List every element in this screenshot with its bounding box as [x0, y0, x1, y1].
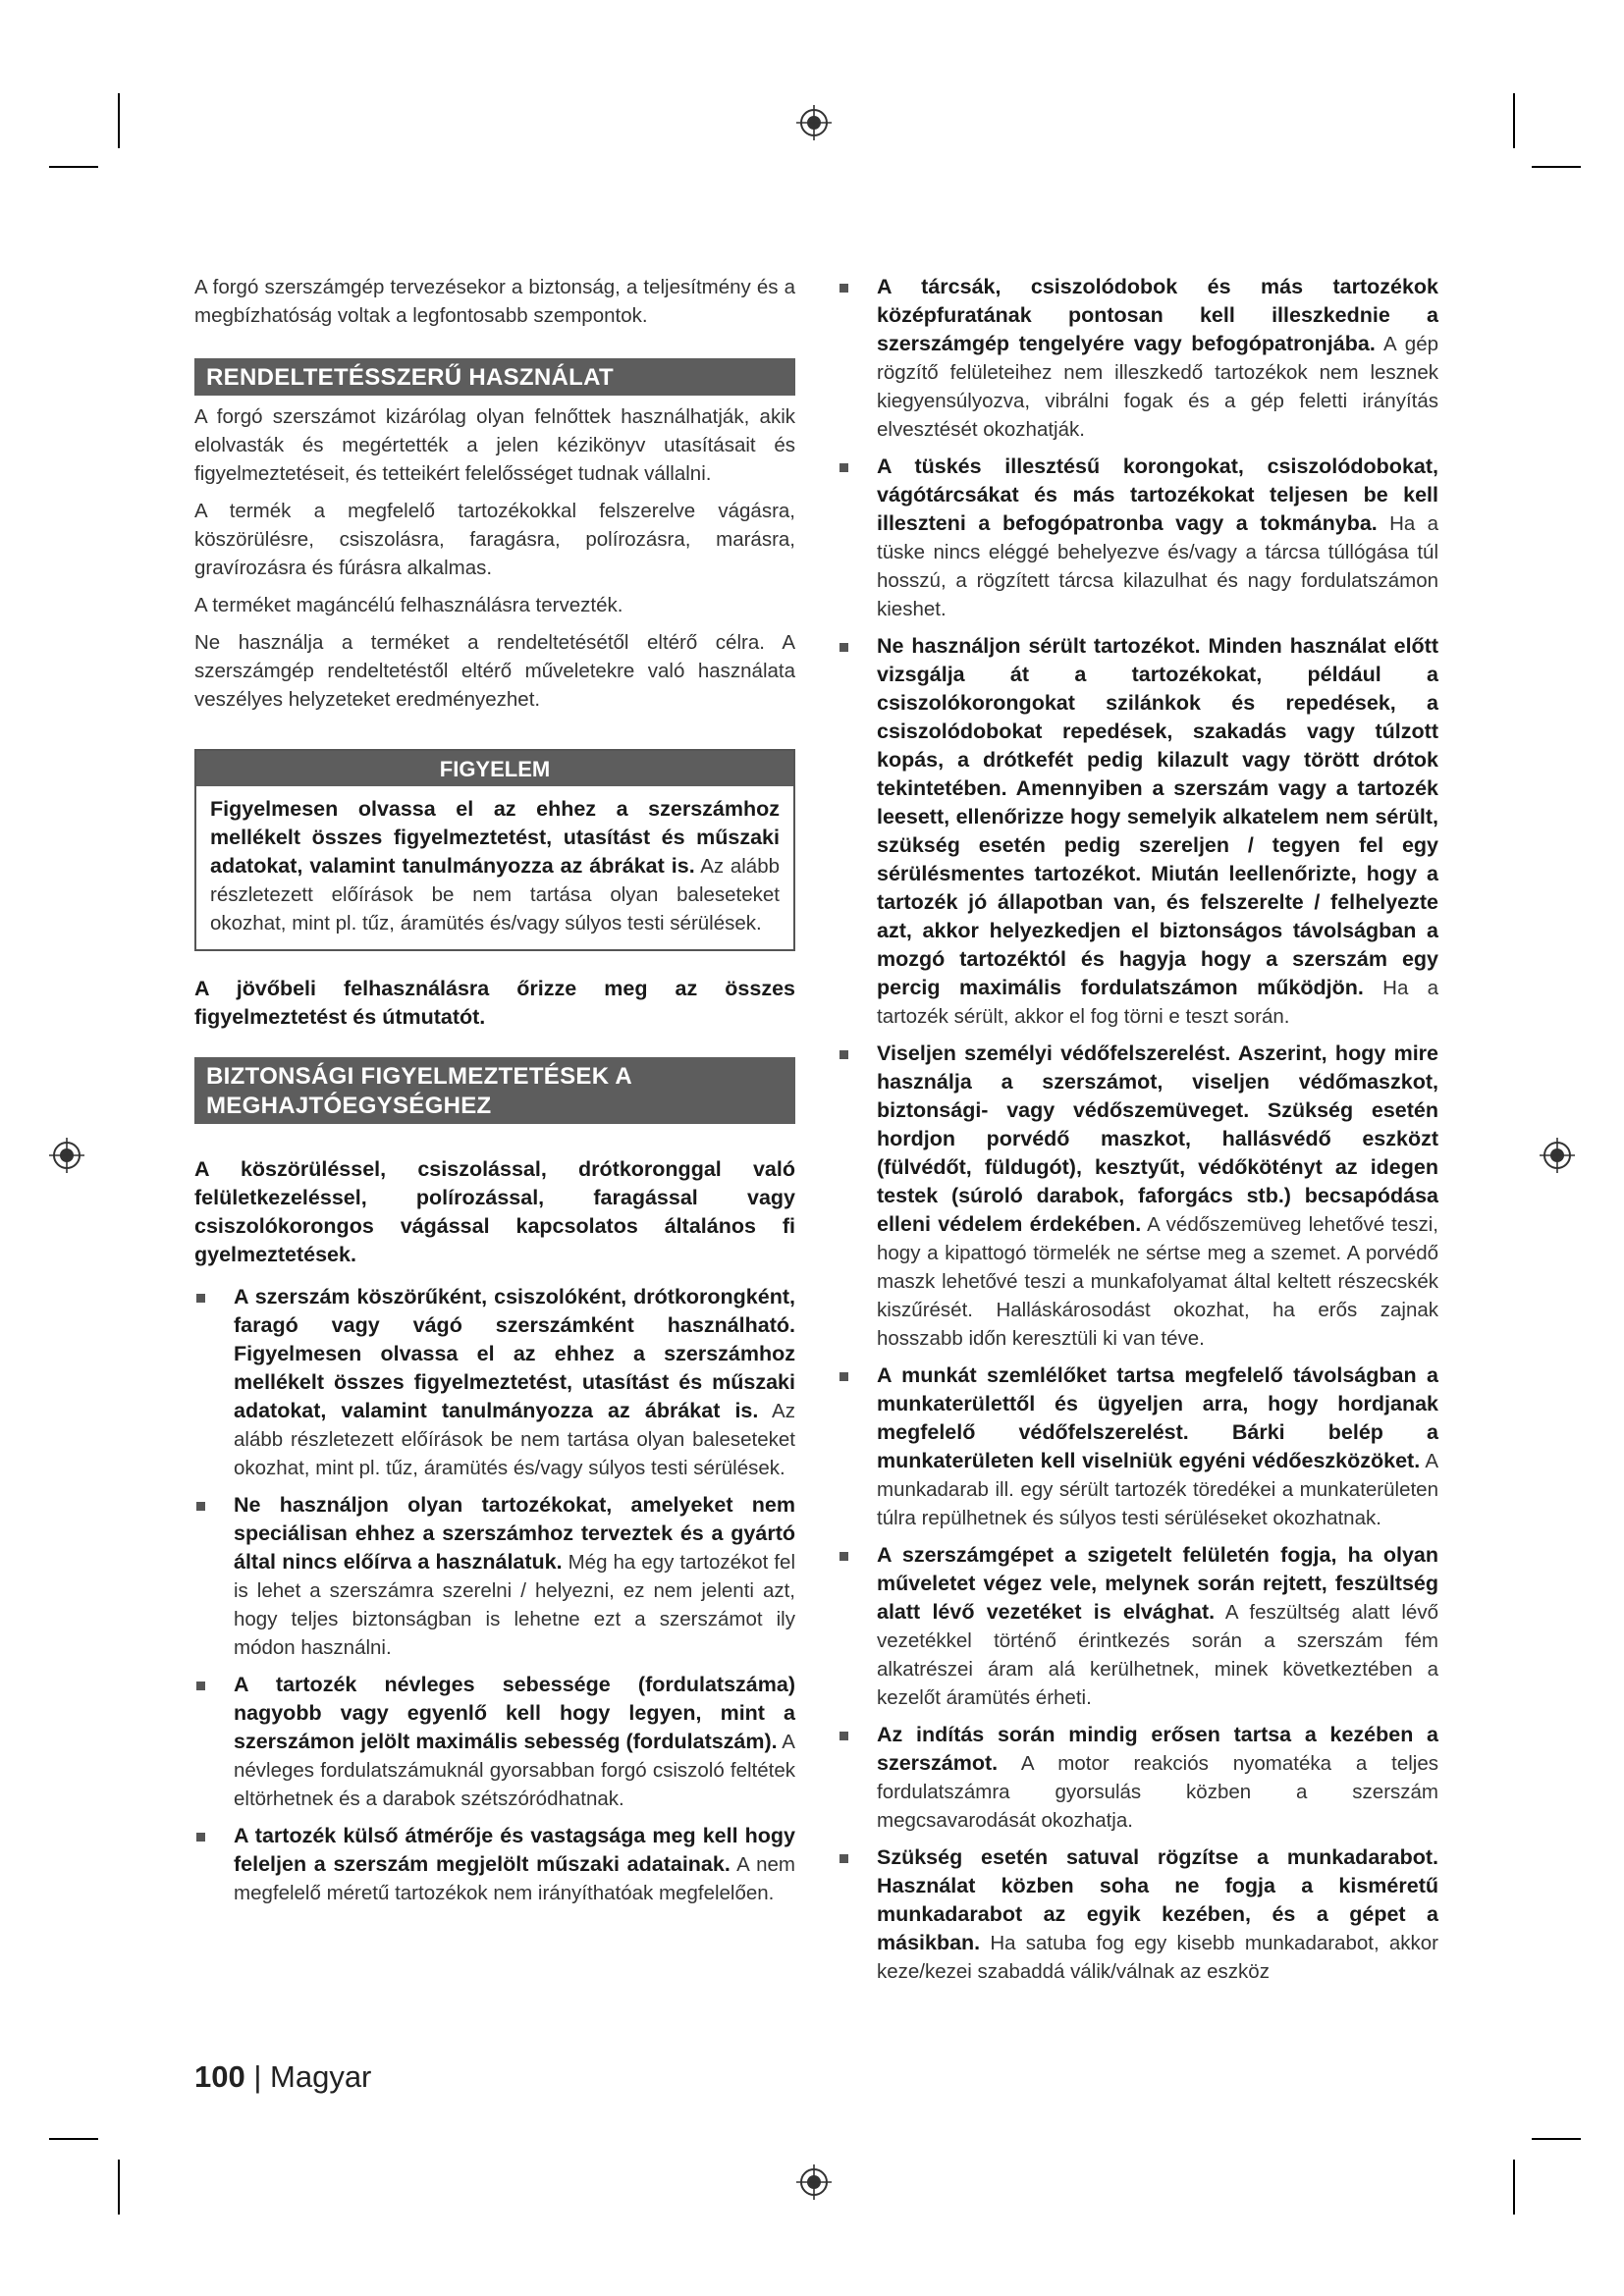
list-item-bold: Az indítás során mindig erősen tartsa a kezében a szerszámot. — [877, 1723, 1438, 1775]
general-warnings-intro: A köszörüléssel, csiszolással, drótkoronggal való felületkezeléssel, polírozással, faragással vagy csiszolókorongos vágással kapcsolatos általános fi gyelmeztetések. — [194, 1157, 795, 1266]
keep-instructions-notice: A jövőbeli felhasználásra őrizze meg az összes figyelmeztetést és útmutatót. — [194, 977, 795, 1029]
list-item-bold: A tárcsák, csiszolódobok és más tartozékok középfuratának pontosan kell illeszkednie a szerszámgép tengelyére vagy befogópatronjába. — [877, 275, 1438, 355]
warning-title: FIGYELEM — [196, 751, 793, 786]
list-item-bold: A szerszámgépet a szigetelt felületén fogja, ha olyan műveletet végez vele, melynek során rejtett, feszültség alatt lévő vezetéket is elvághat. — [877, 1543, 1438, 1624]
list-item-text: Az alább részletezett előírások be nem tartása olyan baleseteket okozhat, mint pl. tűz, áramütés és/vagy súlyos testi sérülések. — [234, 1400, 795, 1479]
list-item — [838, 1721, 1438, 1835]
warning-text: Az alább részletezett előírások be nem tartása olyan baleseteket okozhat, mint pl. tűz, áramütés és/vagy súlyos testi sérülések. — [210, 855, 781, 934]
bullet-icon — [839, 1372, 848, 1381]
intro-text: A forgó szerszámgép tervezésekor a biztonság, a teljesítmény és a megbízhatóság voltak a legfontosabb szempontok. — [194, 276, 795, 327]
list-item-text: A névleges fordulatszámuknál gyorsabban forgó csiszoló feltétek eltörhetnek és a darabok szétszóródhatnak. — [234, 1731, 795, 1810]
left-column — [194, 273, 795, 1916]
crop-mark — [1532, 166, 1581, 168]
page-footer — [194, 2059, 371, 2095]
paragraph: A terméket magáncélú felhasználásra tervezték. — [194, 594, 623, 616]
list-item-text: A gép rögzítő felületeihez nem illeszkedő tartozékok nem lesznek kiegyensúlyozva, vibrálni fogak és a gép feletti irányítás elvesztését okozhatják. — [877, 333, 1438, 441]
list-item — [194, 1283, 795, 1482]
list-item — [838, 1541, 1438, 1712]
list-item-bold: A szerszám köszörűként, csiszolóként, drótkorongként, faragó vagy vágó szerszámként használható. Figyelmesen olvassa el az ehhez a szerszámhoz mellékelt összes figyelmeztetést, utasítást és műszaki adatokat, valamint tanulmányozza az ábrákat is. — [234, 1285, 795, 1422]
list-item-bold: A munkát szemlélőket tartsa megfelelő távolságban a munkaterülettől és ügyeljen arra, hogy hordjanak megfelelő védőfelszerelést. Bárki belép a munkaterületen kell viselniük egyéni védőeszközöket. — [877, 1363, 1438, 1472]
list-item-text: A munkadarab ill. egy sérült tartozék töredékei a munkaterületen túlra repülhetnek és súlyos testi sérüléseket okozhatnak. — [877, 1450, 1438, 1529]
bullet-icon — [839, 1552, 848, 1561]
paragraph: A forgó szerszámot kizárólag olyan felnőttek használhatják, akik elolvasták és megértették a jelen kézikönyv utasításait és figyelmeztetéseit, és tetteikért felelősséget tudnak vállalni. — [194, 405, 795, 485]
list-item-text: A feszültség alatt lévő vezetékkel történő érintkezés során a szerszám fém alkatrészei áram alá kerülhetnek, minek következtében a kezelőt áramütés érheti. — [877, 1601, 1438, 1709]
list-item-text: Ha a tartozék sérült, akkor el fog törni e teszt során. — [877, 977, 1438, 1028]
bullet-icon — [196, 1502, 205, 1511]
paragraph: A termék a megfelelő tartozékokkal felszerelve vágásra, köszörülésre, csiszolásra, faragásra, polírozásra, marásra, gravírozásra és fúrásra alkalmas. — [194, 500, 795, 579]
crop-mark — [49, 2138, 98, 2140]
warning-box — [194, 749, 795, 951]
list-item-bold: A tartozék külső átmérője és vastagsága meg kell hogy feleljen a szerszám megjelölt műszaki adatainak. — [234, 1824, 795, 1876]
crop-mark — [1513, 2160, 1515, 2215]
registration-mark-icon — [794, 103, 834, 142]
list-item-bold: Szükség esetén satuval rögzítse a munkadarabot. Használat közben soha ne fogja a kisméretű munkadarabot az egyik kezében, és a gépet a másikban. — [877, 1845, 1438, 1954]
list-item-bold: Ne használjon sérült tartozékot. Minden használat előtt vizsgálja át a tartozékokat, például a csiszolókorongokat szilánkok és repedések, a csiszolódobokat repedések, szakadás vagy túlzott kopás, a drótkefét pedig kilazult vagy törött drótok tekintetében. Amennyiben a szerszám vagy a tartozék leesett, ellenőrizze hogy semelyik alkatelem nem sérült, szükség esetén pedig szereljen / tegyen fel egy sérülésmentes tartozékot. Miután leellenőrizte, hogy a tartozék jó állapotban van, és felszerelte / felhelyezte azt, akkor helyezkedjen el biztonságos távolságban a mozgó tartozéktól és hagyja hogy a szerszám egy percig maximális fordulatszámon működjön. — [877, 634, 1438, 999]
list-item-text: Még ha egy tartozékot fel is lehet a szerszámra szerelni / helyezni, ez nem jelenti azt, hogy teljes biztonságban is lehetne ezt a szerszámot ily módon használni. — [234, 1551, 795, 1659]
footer-separator: | — [244, 2059, 271, 2094]
list-item — [194, 1491, 795, 1662]
list-item — [838, 1362, 1438, 1532]
list-item — [194, 1822, 795, 1907]
list-item-text: A védőszemüveg lehetővé teszi, hogy a kipattogó törmelék ne sértse meg a szemet. A porvédő maszk lehetővé teszi a munkafolyamat által keltett részecskék kiszűrését. Halláskárosodást okozhat, ha erős zajnak hosszabb időn keresztüli ki van téve. — [877, 1213, 1438, 1350]
registration-mark-icon — [1538, 1136, 1577, 1175]
list-item — [838, 273, 1438, 444]
list-item — [838, 1040, 1438, 1353]
crop-mark — [1532, 2138, 1581, 2140]
crop-mark — [118, 2160, 120, 2215]
page-number: 100 — [194, 2059, 245, 2094]
list-item-text: A motor reakciós nyomatéka a teljes fordulatszámra gyorsulás közben a szerszám megcsavarodását okozhatja. — [877, 1752, 1438, 1832]
bullet-icon — [196, 1833, 205, 1842]
list-item-bold: Viseljen személyi védőfelszerelést. Aszerint, hogy mire használja a szerszámot, viseljen védőmaszkot, biztonsági- vagy védőszemüveget. Szükség esetén hordjon porvédő maszkot, hallásvédő eszközt (fülvédőt, füldugót), kesztyűt, védőkötényt az idegen testek (súroló darabok, faforgács stb.) becsapódása elleni védelem érdekében. — [877, 1041, 1438, 1236]
paragraph: Ne használja a terméket a rendeltetésétől eltérő célra. A szerszámgép rendeltetéstől eltérő műveletekre való használata veszélyes helyzeteket eredményezhet. — [194, 631, 795, 711]
bullet-icon — [196, 1682, 205, 1690]
bullet-icon — [196, 1294, 205, 1303]
crop-mark — [49, 166, 98, 168]
list-item-bold: A tartozék névleges sebessége (fordulatszáma) nagyobb vagy egyenlő kell hogy legyen, mint a szerszámon jelölt maximális sebesség (fordulatszám). — [234, 1673, 795, 1753]
list-item-text: Ha a tüske nincs eléggé behelyezve és/vagy a tárcsa túllógása túl hosszú, a rögzített tárcsa kilazulhat és nagy fordulatszámon kieshet. — [877, 512, 1438, 620]
bullet-icon — [839, 643, 848, 652]
list-item-text: A nem megfelelő méretű tartozékok nem irányíthatóak megfelelően. — [234, 1853, 795, 1904]
list-item-bold: A tüskés illesztésű korongokat, csiszolódobokat, vágótárcsákat és más tartozékokat teljesen be kell illeszteni a befogópatronba vagy a tokmányba. — [877, 454, 1438, 535]
list-item — [838, 453, 1438, 623]
registration-mark-icon — [794, 2163, 834, 2202]
bullet-icon — [839, 1732, 848, 1740]
section-heading-safety-warnings: BIZTONSÁGI FIGYELMEZTETÉSEK A MEGHAJTÓEGYSÉGHEZ — [194, 1057, 795, 1124]
list-item — [838, 1843, 1438, 1986]
footer-language: Magyar — [270, 2059, 372, 2094]
list-item-bold: Ne használjon olyan tartozékokat, amelyeket nem speciálisan ehhez a szerszámhoz terveztek és a gyártó által nincs előírva a használatuk. — [234, 1493, 795, 1574]
crop-mark — [1513, 93, 1515, 148]
list-item-text: Ha satuba fog egy kisebb munkadarabot, akkor keze/kezei szabaddá válik/válnak az eszköz — [877, 1932, 1438, 1983]
warning-bold-text: Figyelmesen olvassa el az ehhez a szerszámhoz mellékelt összes figyelmeztetést, utasítást és műszaki adatokat, valamint tanulmányozza az ábrákat is. — [210, 797, 780, 878]
registration-mark-icon — [47, 1136, 86, 1175]
list-item — [194, 1671, 795, 1813]
bullet-icon — [839, 1050, 848, 1059]
section-heading-intended-use: RENDELTETÉSSZERŰ HASZNÁLAT — [194, 358, 795, 396]
bullet-icon — [839, 1854, 848, 1863]
right-column — [838, 273, 1438, 1995]
bullet-icon — [839, 463, 848, 472]
crop-mark — [118, 93, 120, 148]
bullet-icon — [839, 284, 848, 293]
list-item — [838, 632, 1438, 1031]
